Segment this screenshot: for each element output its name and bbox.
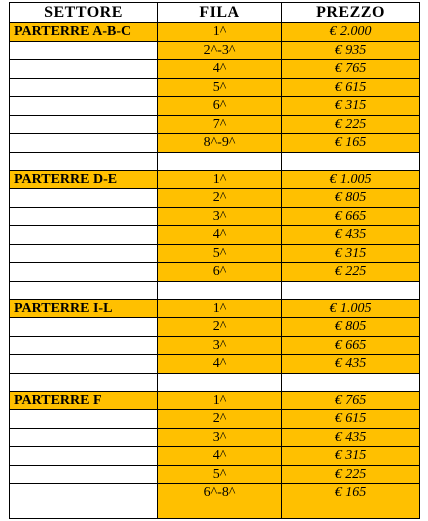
price-cell: € 165 (282, 484, 420, 519)
spacer-row (10, 281, 420, 299)
fila-cell: 4^ (158, 60, 282, 79)
sector-cell (10, 41, 158, 60)
sector-cell (10, 263, 158, 282)
sector-cell (10, 152, 158, 170)
sector-cell (10, 484, 158, 519)
price-cell (282, 152, 420, 170)
fila-cell: 2^-3^ (158, 41, 282, 60)
fila-cell: 7^ (158, 115, 282, 134)
price-cell: € 665 (282, 207, 420, 226)
sector-cell: PARTERRE I-L (10, 299, 158, 318)
header-row (10, 3, 420, 23)
price-cell: € 1.005 (282, 170, 420, 189)
table-row (10, 115, 420, 134)
table-row (10, 189, 420, 208)
table-body (10, 23, 420, 519)
sector-cell (10, 281, 158, 299)
sector-cell (10, 355, 158, 374)
spacer-row (10, 152, 420, 170)
price-cell: € 225 (282, 263, 420, 282)
sector-cell (10, 207, 158, 226)
table-row (10, 23, 420, 42)
price-cell: € 615 (282, 410, 420, 429)
sector-cell (10, 336, 158, 355)
fila-cell: 2^ (158, 318, 282, 337)
price-cell: € 805 (282, 318, 420, 337)
table-row (10, 318, 420, 337)
fila-cell: 3^ (158, 207, 282, 226)
table-row (10, 97, 420, 116)
table-row (10, 484, 420, 519)
price-cell (282, 373, 420, 391)
sector-cell (10, 465, 158, 484)
price-cell: € 1.005 (282, 299, 420, 318)
price-table (9, 2, 420, 519)
table-row (10, 244, 420, 263)
fila-cell (158, 281, 282, 299)
fila-cell: 3^ (158, 336, 282, 355)
sector-cell (10, 115, 158, 134)
fila-cell: 6^ (158, 97, 282, 116)
fila-cell (158, 373, 282, 391)
fila-cell: 1^ (158, 299, 282, 318)
table-row (10, 134, 420, 153)
fila-cell: 5^ (158, 78, 282, 97)
sector-cell (10, 373, 158, 391)
fila-cell: 4^ (158, 355, 282, 374)
fila-cell: 5^ (158, 244, 282, 263)
price-cell: € 615 (282, 78, 420, 97)
price-cell: € 2.000 (282, 23, 420, 42)
price-cell: € 165 (282, 134, 420, 153)
fila-cell: 6^-8^ (158, 484, 282, 519)
sector-cell (10, 189, 158, 208)
price-cell: € 765 (282, 391, 420, 410)
price-cell: € 435 (282, 226, 420, 245)
header-fila: FILA (158, 3, 282, 23)
sector-cell (10, 318, 158, 337)
price-cell: € 935 (282, 41, 420, 60)
sector-cell: PARTERRE D-E (10, 170, 158, 189)
fila-cell: 6^ (158, 263, 282, 282)
table-row (10, 465, 420, 484)
table-row (10, 263, 420, 282)
table-row (10, 336, 420, 355)
header-prezzo: PREZZO (282, 3, 420, 23)
price-cell: € 225 (282, 465, 420, 484)
table-row (10, 447, 420, 466)
price-cell: € 805 (282, 189, 420, 208)
sector-cell (10, 244, 158, 263)
table-row (10, 355, 420, 374)
sector-cell (10, 60, 158, 79)
table-row (10, 60, 420, 79)
spacer-row (10, 373, 420, 391)
price-cell: € 315 (282, 244, 420, 263)
table-row (10, 226, 420, 245)
table-row (10, 78, 420, 97)
sector-cell: PARTERRE A-B-C (10, 23, 158, 42)
fila-cell: 5^ (158, 465, 282, 484)
fila-cell: 8^-9^ (158, 134, 282, 153)
price-cell: € 315 (282, 447, 420, 466)
price-cell: € 225 (282, 115, 420, 134)
price-cell: € 435 (282, 428, 420, 447)
sector-cell (10, 226, 158, 245)
sector-cell (10, 410, 158, 429)
fila-cell: 1^ (158, 23, 282, 42)
price-cell: € 765 (282, 60, 420, 79)
sector-cell (10, 97, 158, 116)
sector-cell (10, 447, 158, 466)
sector-cell (10, 78, 158, 97)
fila-cell: 4^ (158, 447, 282, 466)
fila-cell: 3^ (158, 428, 282, 447)
table-row (10, 391, 420, 410)
fila-cell (158, 152, 282, 170)
sector-cell (10, 428, 158, 447)
price-cell: € 315 (282, 97, 420, 116)
fila-cell: 1^ (158, 391, 282, 410)
table-row (10, 410, 420, 429)
table-row (10, 41, 420, 60)
fila-cell: 2^ (158, 189, 282, 208)
header-settore: SETTORE (10, 3, 158, 23)
fila-cell: 1^ (158, 170, 282, 189)
table-row (10, 170, 420, 189)
price-cell: € 435 (282, 355, 420, 374)
fila-cell: 4^ (158, 226, 282, 245)
table-row (10, 428, 420, 447)
sector-cell: PARTERRE F (10, 391, 158, 410)
table-row (10, 207, 420, 226)
sector-cell (10, 134, 158, 153)
price-cell (282, 281, 420, 299)
table-row (10, 299, 420, 318)
price-cell: € 665 (282, 336, 420, 355)
fila-cell: 2^ (158, 410, 282, 429)
